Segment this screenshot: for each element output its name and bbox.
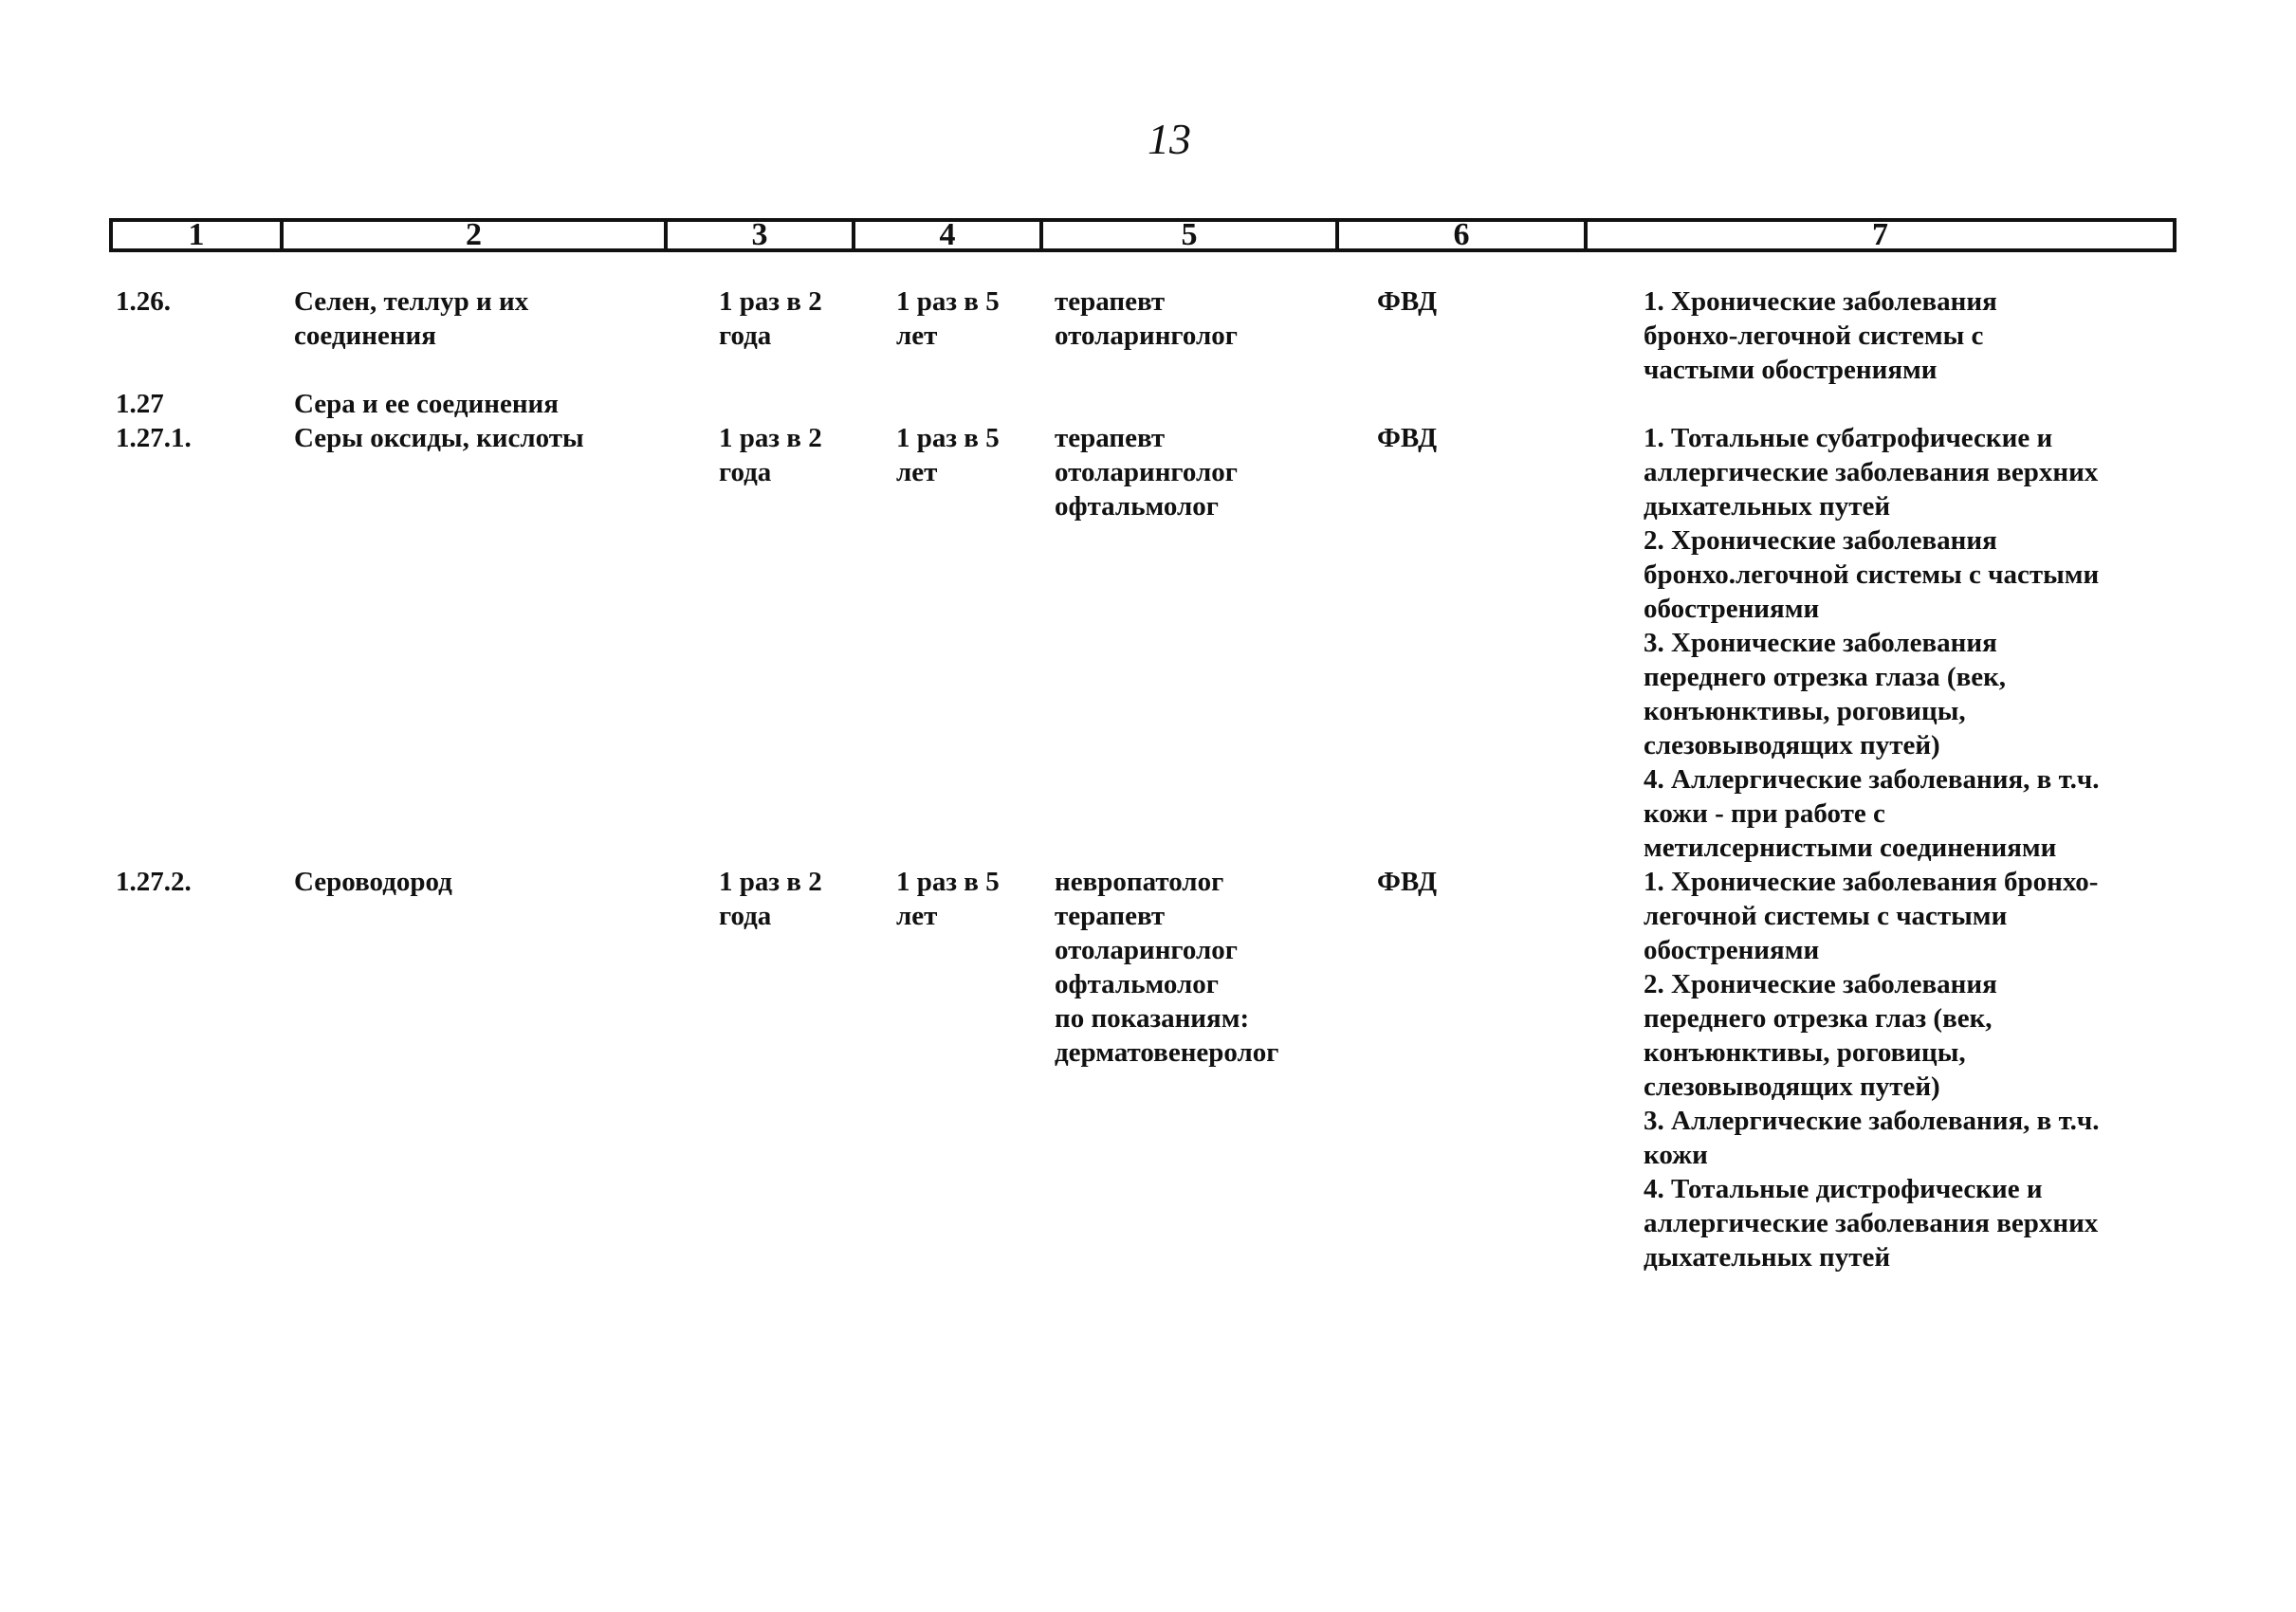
specialists: терапевт отоларинголог: [1055, 286, 1238, 351]
column-header-2: 2: [284, 222, 668, 248]
exam-frequency-specialist: 1 раз в 5 лет: [896, 286, 1000, 351]
lab-tests: ФВД: [1377, 867, 1438, 897]
contraindications: 1. Хронические заболевания бронхо-легочной системы с частыми обострениями: [1644, 286, 1997, 385]
column-header-3: 3: [668, 222, 855, 248]
column-header-7: 7: [1872, 217, 1888, 252]
table-header-row: [109, 218, 2177, 252]
specialists: терапевт отоларинголог офтальмолог: [1055, 423, 1238, 522]
row-number: 1.27.2.: [116, 867, 192, 897]
substance-group-name: Сера и ее соединения: [294, 389, 559, 419]
substance-name: Селен, теллур и их соединения: [294, 286, 529, 351]
column-header-4: 4: [855, 222, 1043, 248]
exam-frequency-therapist: 1 раз в 2 года: [719, 867, 822, 931]
exam-frequency-therapist: 1 раз в 2 года: [719, 286, 822, 351]
contraindications: 1. Тотальные субатрофические и аллергические заболевания верхних дыхательных путей 2. Хронические заболевания бронхо.легочной системы с частыми обострениями 3. Хронические заболевания переднего отрезка глаза (век, конъюнктивы, роговицы, слезовыводящих путей) 4. Аллергические заболевания, в т.ч. кожи - при работе с метилсернистыми соединениями: [1644, 423, 2100, 863]
exam-frequency-specialist: 1 раз в 5 лет: [896, 867, 1000, 931]
specialists: невропатолог терапевт отоларинголог офтальмолог по показаниям: дерматовенеролог: [1055, 867, 1279, 1068]
lab-tests: ФВД: [1377, 423, 1438, 453]
lab-tests: ФВД: [1377, 286, 1438, 317]
substance-name: Серы оксиды, кислоты: [294, 423, 584, 453]
substance-name: Сероводород: [294, 867, 452, 897]
row-number: 1.27: [116, 389, 164, 419]
row-number: 1.26.: [116, 286, 171, 317]
page-number: 13: [1148, 115, 1191, 163]
column-header-6: 6: [1339, 222, 1588, 248]
exam-frequency-specialist: 1 раз в 5 лет: [896, 423, 1000, 487]
contraindications: 1. Хронические заболевания бронхо- легочной системы с частыми обострениями 2. Хронические заболевания переднего отрезка глаз (век, конъюнктивы, роговицы, слезовыводящих путей) 3. Аллергические заболевания, в т.ч. кожи 4. Тотальные дистрофические и аллергические заболевания верхних дыхательных путей: [1644, 867, 2100, 1273]
column-header-5: 5: [1043, 222, 1339, 248]
column-header-1: 1: [113, 222, 284, 248]
exam-frequency-therapist: 1 раз в 2 года: [719, 423, 822, 487]
row-number: 1.27.1.: [116, 423, 192, 453]
